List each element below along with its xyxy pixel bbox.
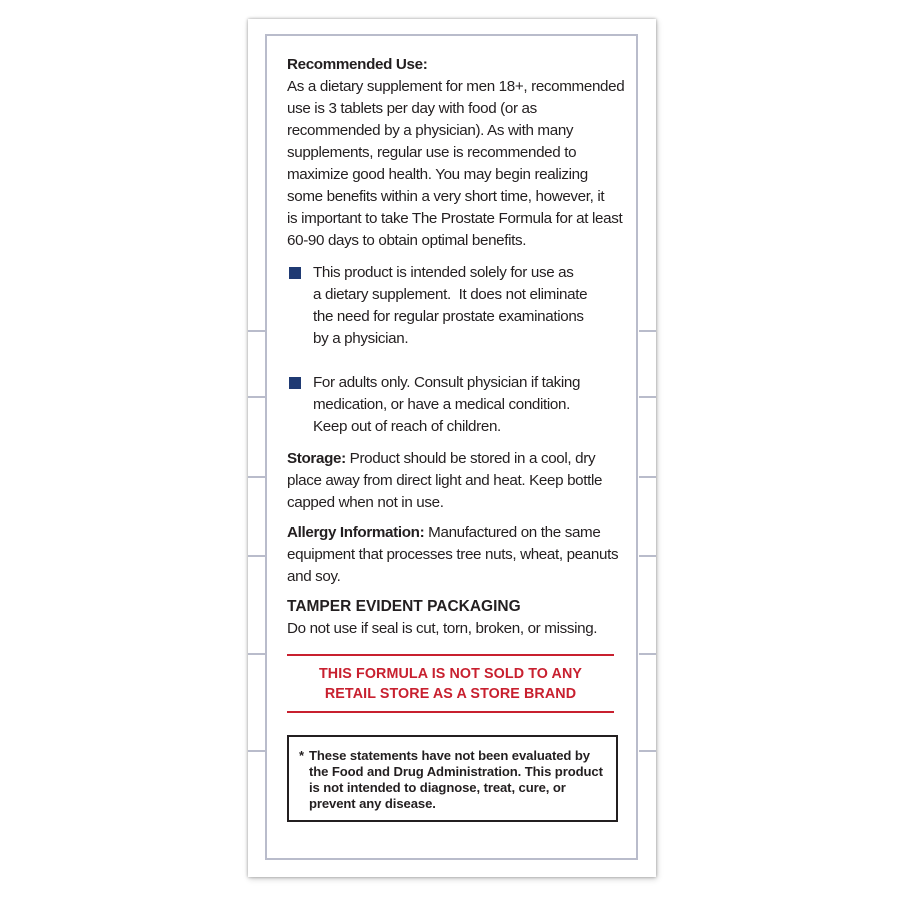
bullet-line: by a physician. [313, 330, 409, 347]
tamper-text: Do not use if seal is cut, torn, broken, or missing. [287, 620, 598, 637]
disclaimer-line: prevent any disease. [308, 796, 436, 811]
frame-tick [248, 555, 265, 557]
recommended-use-line: 60-90 days to obtain optimal benefits. [287, 232, 527, 249]
bullet-line: the need for regular prostate examinations [313, 308, 584, 325]
frame-tick [248, 653, 265, 655]
frame-tick [639, 476, 656, 478]
recommended-use-line: recommended by a physician). As with many [287, 122, 574, 139]
bullet-line: Keep out of reach of children. [313, 418, 501, 435]
storage-label: Storage: [287, 450, 346, 467]
recommended-use-line: supplements, regular use is recommended to [287, 144, 577, 161]
disclaimer-text [309, 748, 608, 812]
square-bullet-icon [289, 267, 301, 279]
recommended-use-heading: Recommended Use: [287, 56, 428, 73]
bullet-line: a dietary supplement. It does not eliminate [313, 286, 588, 303]
allergy-text: Manufactured on the same [424, 524, 601, 541]
frame-tick [248, 330, 265, 332]
recommended-use-line: some benefits within a very short time, however, it [287, 188, 605, 205]
bullet-item [287, 262, 627, 350]
recommended-use-line: maximize good health. You may begin realizing [287, 166, 588, 183]
bullet-line: This product is intended solely for use as [313, 264, 574, 281]
tamper-section [287, 596, 627, 640]
storage-line: place away from direct light and heat. Keep bottle [287, 472, 603, 489]
storage-text: Product should be stored in a cool, dry [345, 450, 596, 467]
allergy-line: equipment that processes tree nuts, wheat, peanuts [287, 546, 619, 563]
recommended-use-line: As a dietary supplement for men 18+, recommended [287, 78, 625, 95]
bullet-item [287, 372, 627, 438]
notice-line: THIS FORMULA IS NOT SOLD TO ANY [318, 666, 583, 682]
storage-line: capped when not in use. [287, 494, 444, 511]
frame-tick [639, 750, 656, 752]
notice-line: RETAIL STORE AS A STORE BRAND [324, 686, 577, 702]
frame-tick [639, 396, 656, 398]
label-panel [248, 19, 656, 877]
disclaimer-line: is not intended to diagnose, treat, cure, or [308, 780, 566, 795]
frame-tick [639, 555, 656, 557]
allergy-section [287, 522, 627, 588]
bullet-line: For adults only. Consult physician if taking [313, 374, 581, 391]
storage-section [287, 448, 627, 514]
tamper-title: TAMPER EVIDENT PACKAGING [287, 598, 521, 615]
store-brand-notice [287, 654, 614, 713]
fda-disclaimer-box [287, 735, 618, 822]
frame-tick [639, 330, 656, 332]
allergy-label: Allergy Information: [287, 524, 425, 541]
storage-line [287, 448, 627, 470]
bullet-line: medication, or have a medical condition. [313, 396, 570, 413]
label-content [287, 54, 627, 822]
frame-tick [248, 476, 265, 478]
recommended-use-line: use is 3 tablets per day with food (or as [287, 100, 537, 117]
frame-tick [639, 653, 656, 655]
recommended-use-line: is important to take The Prostate Formula for at least [287, 210, 623, 227]
disclaimer-line: These statements have not been evaluated by [308, 748, 590, 763]
recommended-use-section [287, 54, 627, 252]
asterisk: * [299, 748, 304, 763]
allergy-line [287, 522, 627, 544]
allergy-line: and soy. [287, 568, 341, 585]
square-bullet-icon [289, 377, 301, 389]
frame-tick [248, 750, 265, 752]
frame-tick [248, 396, 265, 398]
disclaimer-line: the Food and Drug Administration. This product [308, 764, 603, 779]
